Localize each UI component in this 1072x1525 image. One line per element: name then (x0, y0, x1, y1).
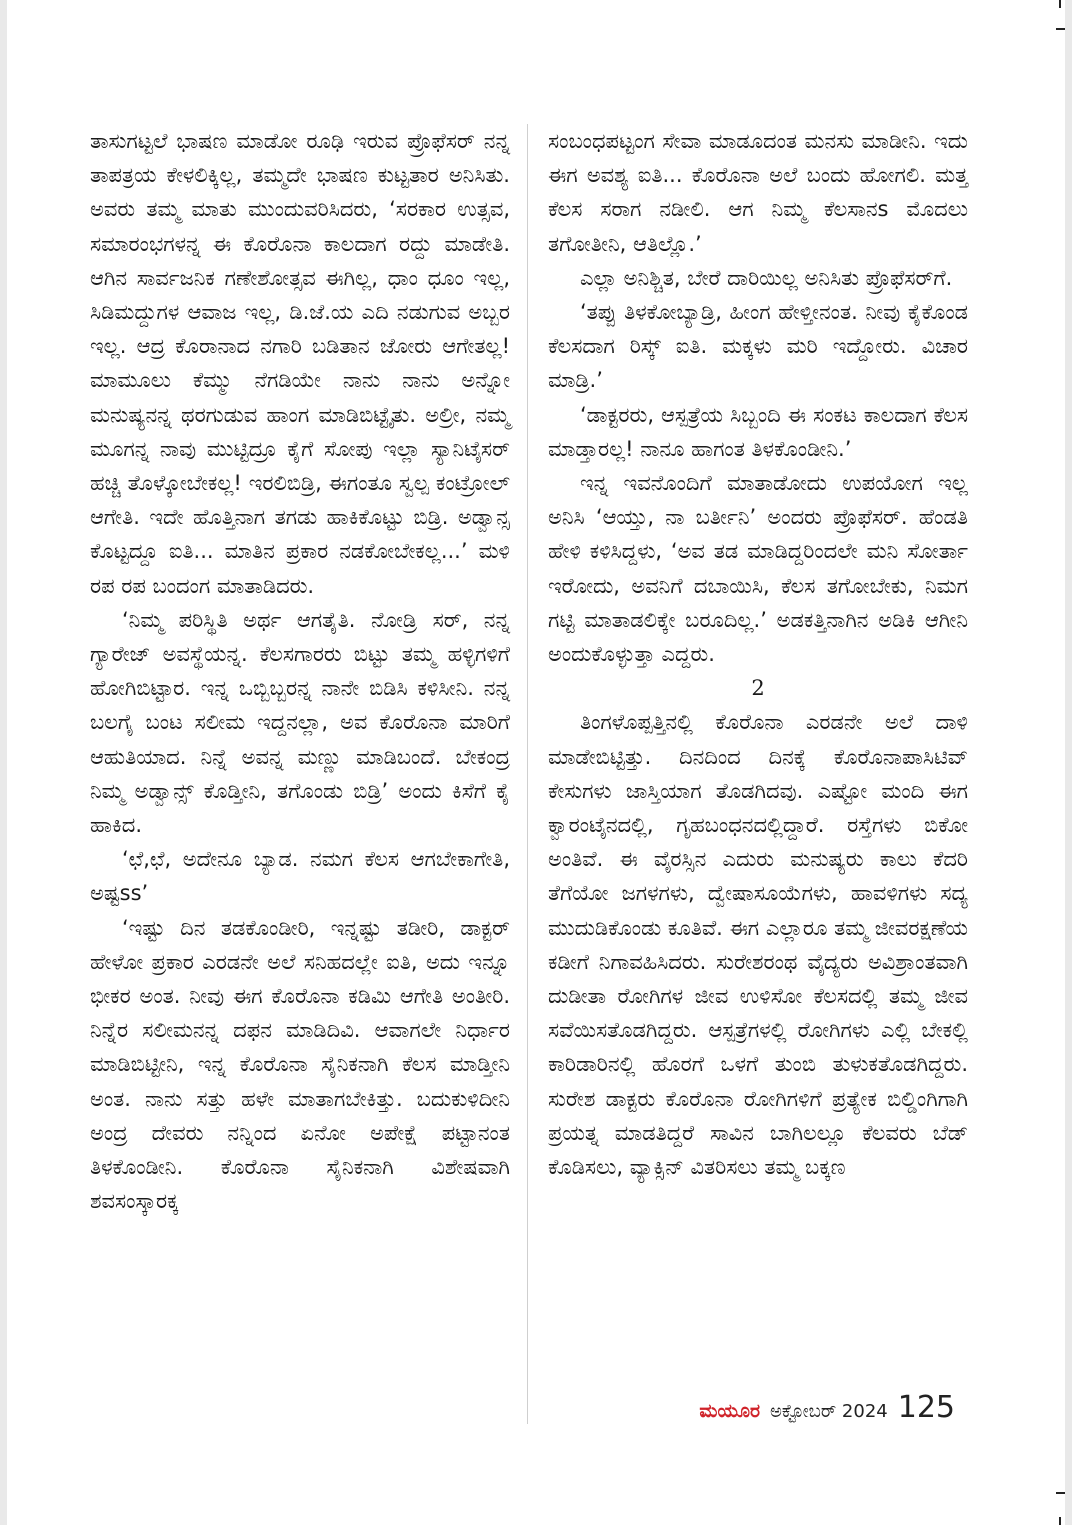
issue-month-year: ಅಕ್ಟೋಬರ್ 2024 (770, 1401, 888, 1422)
paragraph: ಎಲ್ಲಾ ಅನಿಶ್ಚಿತ, ಬೇರೆ ದಾರಿಯಿಲ್ಲ ಅನಿಸಿತು ಪ್ರೊಫೆಸರ್‌ಗೆ. (580, 265, 953, 290)
paragraph: ‘ಇಷ್ಟು ದಿನ ತಡಕೊಂಡೀರಿ, ಇನ್ನಷ್ಟು ತಡೀರಿ, ಡಾಕ್ಟರ್ ಹೇಳೋ ಪ್ರಕಾರ ಎರಡನೇ ಅಲೆ ಸನಿಹದಲ್ಲೇ ಐತಿ, ಅದು ಇನ್ನೂ ಭೀಕರ ಅಂತ. ನೀವು ಈಗ ಕೊರೊನಾ ಕಡಿಮಿ ಆಗೇತಿ ಅಂತೀರಿ. ನಿನ್ನೆರ ಸಲೀಮನನ್ನ ದಫನ ಮಾಡಿದಿವಿ. ಆವಾಗಲೇ ನಿರ್ಧಾರ ಮಾಡಿಬಿಟ್ಟೀನಿ, ಇನ್ನ ಕೊರೊನಾ ಸೈನಿಕನಾಗಿ ಕೆಲಸ ಮಾಡ್ತೀನಿ ಅಂತ. ನಾನು ಸತ್ತು ಹಳೇ ಮಾತಾಗಬೇಕಿತ್ತು. ಬದುಕುಳಿದೀನಿ ಅಂದ್ರ ದೇವರು ನನ್ನಿಂದ ಏನೋ ಅಪೇಕ್ಷೆ ಪಟ್ಟಾನಂತ ತಿಳಕೊಂಡೀನಿ. ಕೊರೊನಾ ಸೈನಿಕನಾಗಿ ವಿಶೇಷವಾಗಿ ಶವಸಂಸ್ಕಾರಕ್ಕ (90, 915, 510, 1214)
crop-mark-bottom-right (1059, 1517, 1061, 1525)
paragraph: ‘ಛೆ,ಛೆ, ಅದೇನೂ ಬ್ಯಾಡ. ನಮಗ ಕೆಲಸ ಆಗಬೇಕಾಗೇತಿ, ಅಷ್ಟss’ (90, 847, 510, 906)
paragraph: ಸಂಬಂಧಪಟ್ಟಂಗ ಸೇವಾ ಮಾಡೂದಂತ ಮನಸು ಮಾಡೀನಿ. ಇದು ಈಗ ಅವಶ್ಯ ಐತಿ... ಕೊರೊನಾ ಅಲೆ ಬಂದು ಹೋಗಲಿ. ಮತ್ತ ಕೆಲಸ ಸರಾಗ ನಡೀಲಿ. ಆಗ ನಿಮ್ಮ ಕೆಲಸಾನs ಮೊದಲು ತಗೋತೀನಿ, ಆತಿಲ್ಲೊ.’ (548, 129, 968, 256)
column-divider (527, 124, 528, 1424)
paragraph: ತಿಂಗಳೊಪ್ಪತ್ತಿನಲ್ಲಿ ಕೊರೊನಾ ಎರಡನೇ ಅಲೆ ದಾಳಿ ಮಾಡೇಬಿಟ್ಟಿತ್ತು. ದಿನದಿಂದ ದಿನಕ್ಕೆ ಕೊರೊನಾಪಾಸಿಟಿವ್ ಕೇಸುಗಳು ಜಾಸ್ತಿಯಾಗ ತೊಡಗಿದವು. ಎಷ್ಟೋ ಮಂದಿ ಈಗ ಕ್ವಾರಂಟೈನದಲ್ಲಿ, ಗೃಹಬಂಧನದಲ್ಲಿದ್ದಾರೆ. ರಸ್ತೆಗಳು ಬಿಕೋ ಅಂತಿವೆ. ಈ ವೈರಸ್ಸಿನ ಎದುರು ಮನುಷ್ಯರು ಕಾಲು ಕೆದರಿ ತೆಗೆಯೋ ಜಗಳಗಳು, ದ್ವೇಷಾಸೂಯೆಗಳು, ಹಾವಳಿಗಳು ಸದ್ಯ ಮುದುಡಿಕೊಂಡು ಕೂತಿವೆ. ಈಗ ಎಲ್ಲಾರೂ ತಮ್ಮ ಜೀವರಕ್ಷಣೆಯ ಕಡೀಗೆ ನಿಗಾವಹಿಸಿದರು. ಸುರೇಶರಂಥ ವೈದ್ಯರು ಅವಿಶ್ರಾಂತವಾಗಿ ದುಡೀತಾ ರೋಗಿಗಳ ಜೀವ ಉಳಿಸೋ ಕೆಲಸದಲ್ಲಿ ತಮ್ಮ ಜೀವ ಸವೆಯಿಸತೊಡಗಿದ್ದರು. ಆಸ್ಪತ್ರೆಗಳಲ್ಲಿ ರೋಗಿಗಳು ಎಲ್ಲಿ ಬೇಕಲ್ಲಿ ಕಾರಿಡಾರಿನಲ್ಲಿ ಹೊರಗೆ ಒಳಗೆ ತುಂಬಿ ತುಳುಕತೊಡಗಿದ್ದರು. ಸುರೇಶ ಡಾಕ್ಟರು ಕೊರೊನಾ ರೋಗಿಗಳಿಗೆ ಪ್ರತ್ಯೇಕ ಬಿಲ್ಡಿಂಗಿಗಾಗಿ ಪ್ರಯತ್ನ ಮಾಡತಿದ್ದರೆ ಸಾವಿನ ಬಾಗಿಲಲ್ಲೂ ಕೆಲವರು ಬೆಡ್ ಕೊಡಿಸಲು, ವ್ಯಾಕ್ಸಿನ್ ವಿತರಿಸಲು ತಮ್ಮ ಬಕ್ಕಣ (548, 710, 968, 1180)
crop-mark-right-edge (1056, 1492, 1065, 1494)
page-footer (699, 1390, 955, 1425)
crop-mark-right-top (1056, 28, 1065, 30)
paragraph: ‘ತಪ್ಪು ತಿಳಕೋಬ್ಯಾಡ್ರಿ, ಹೀಂಗ ಹೇಳ್ತೀನಂತ. ನೀವು ಕೈಕೊಂಡ ಕೆಲಸದಾಗ ರಿಸ್ಕ್ ಐತಿ. ಮಕ್ಕಳು ಮರಿ ಇದ್ದೋರು. ವಿಚಾರ ಮಾಡ್ರಿ.’ (548, 300, 968, 393)
right-column (548, 124, 968, 1184)
section-number: 2 (751, 676, 765, 701)
paragraph: ‘ಡಾಕ್ಟರರು, ಆಸ್ಪತ್ರೆಯ ಸಿಬ್ಬಂದಿ ಈ ಸಂಕಟ ಕಾಲದಾಗ ಕೆಲಸ ಮಾಡ್ತಾರಲ್ಲ! ನಾನೂ ಹಾಗಂತ ತಿಳಕೊಂಡೀನಿ.’ (548, 402, 968, 461)
crop-mark-top-right (1059, 0, 1061, 8)
magazine-brand: ಮಯೂರ (699, 1400, 761, 1422)
left-column (90, 124, 510, 1219)
paragraph: ‘ನಿಮ್ಮ ಪರಿಸ್ಥಿತಿ ಅರ್ಥ ಆಗತೈತಿ. ನೋಡ್ರಿ ಸರ್, ನನ್ನ ಗ್ಯಾರೇಜ್ ಅವಸ್ಥೆಯನ್ನ. ಕೆಲಸಗಾರರು ಬಿಟ್ಟು ತಮ್ಮ ಹಳ್ಳಿಗಳಿಗೆ ಹೋಗಿಬಿಟ್ಟಾರ. ಇನ್ನ ಒಬ್ಬಿಬ್ಬರನ್ನ ನಾನೇ ಬಿಡಿಸಿ ಕಳಿಸೀನಿ. ನನ್ನ ಬಲಗೈ ಬಂಟ ಸಲೀಮ ಇದ್ದನಲ್ಲಾ, ಅವ ಕೊರೊನಾ ಮಾರಿಗೆ ಆಹುತಿಯಾದ. ನಿನ್ನೆ ಅವನ್ನ ಮಣ್ಣು ಮಾಡಿಬಂದೆ. ಬೇಕಂದ್ರ ನಿಮ್ಮ ಅಡ್ವಾನ್ಸ್ ಕೊಡ್ತೀನಿ, ತಗೊಂಡು ಬಿಡ್ರಿ’ ಅಂದು ಕಿಸೆಗೆ ಕೈ ಹಾಕಿದ. (90, 607, 510, 838)
magazine-page (7, 0, 1065, 1525)
page-number: 125 (897, 1390, 955, 1425)
paragraph: ತಾಸುಗಟ್ಟಲೆ ಭಾಷಣ ಮಾಡೋ ರೂಢಿ ಇರುವ ಪ್ರೊಫೆಸರ್ ನನ್ನ ತಾಪತ್ರಯ ಕೇಳಲಿಕ್ಕಿಲ್ಲ, ತಮ್ಮದೇ ಭಾಷಣ ಕುಟ್ಟತಾರ ಅನಿಸಿತು. ಅವರು ತಮ್ಮ ಮಾತು ಮುಂದುವರಿಸಿದರು, ‘ಸರಕಾರ ಉತ್ಸವ, ಸಮಾರಂಭಗಳನ್ನ ಈ ಕೊರೊನಾ ಕಾಲದಾಗ ರದ್ದು ಮಾಡೇತಿ. ಆಗಿನ ಸಾರ್ವಜನಿಕ ಗಣೇಶೋತ್ಸವ ಈಗಿಲ್ಲ, ಧಾಂ ಧೂಂ ಇಲ್ಲ, ಸಿಡಿಮದ್ದುಗಳ ಆವಾಜ ಇಲ್ಲ, ಡಿ.ಜೆ.ಯ ಎದಿ ನಡುಗುವ ಅಬ್ಬರ ಇಲ್ಲ. ಆದ್ರ ಕೊರಾನಾದ ನಗಾರಿ ಬಡಿತಾನ ಜೋರು ಆಗೇತಲ್ಲ! ಮಾಮೂಲು ಕೆಮ್ಮು ನೆಗಡಿಯೇ ನಾನು ನಾನು ಅನ್ನೋ ಮನುಷ್ಯನನ್ನ ಥರಗುಡುವ ಹಾಂಗ ಮಾಡಿಬಿಟ್ಟೈತು. ಅಲ್ರೀ, ನಮ್ಮ ಮೂಗನ್ನ ನಾವು ಮುಟ್ಟಿದ್ರೂ ಕೈಗೆ ಸೋಪು ಇಲ್ಲಾ ಸ್ಯಾನಿಟೈಸರ್ ಹಚ್ಚಿ ತೊಳ್ಕೋಬೇಕಲ್ಲ! ಇರಲಿಬಿಡ್ರಿ, ಈಗಂತೂ ಸ್ವಲ್ಪ ಕಂಟ್ರೋಲ್ ಆಗೇತಿ. ಇದೇ ಹೊತ್ತಿನಾಗ ತಗಡು ಹಾಕಿಕೊಟ್ಟು ಬಿಡ್ರಿ. ಅಡ್ವಾನ್ಸ ಕೊಟ್ಟದ್ದೂ ಐತಿ... ಮಾತಿನ ಪ್ರಕಾರ ನಡಕೋಬೇಕಲ್ಲ...’ ಮಳಿ ರಪ ರಪ ಬಂದಂಗ ಮಾತಾಡಿದರು. (90, 129, 510, 598)
paragraph: ಇನ್ನ ಇವನೊಂದಿಗೆ ಮಾತಾಡೋದು ಉಪಯೋಗ ಇಲ್ಲ ಅನಿಸಿ ‘ಆಯ್ತು, ನಾ ಬರ್ತೀನಿ’ ಅಂದರು ಪ್ರೊಫೆಸರ್. ಹೆಂಡತಿ ಹೇಳಿ ಕಳಿಸಿದ್ದಳು, ‘ಅವ ತಡ ಮಾಡಿದ್ದರಿಂದಲೇ ಮನಿ ಸೋರ್ತಾ ಇರೋದು, ಅವನಿಗೆ ದಬಾಯಿಸಿ, ಕೆಲಸ ತಗೋಬೇಕು, ನಿಮಗ ಗಟ್ಟಿ ಮಾತಾಡಲಿಕ್ಕೇ ಬರೂದಿಲ್ಲ.’ ಅಡಕತ್ತಿನಾಗಿನ ಅಡಿಕಿ ಆಗೀನಿ ಅಂದುಕೊಳ್ಳುತ್ತಾ ಎದ್ದರು. (548, 471, 968, 667)
